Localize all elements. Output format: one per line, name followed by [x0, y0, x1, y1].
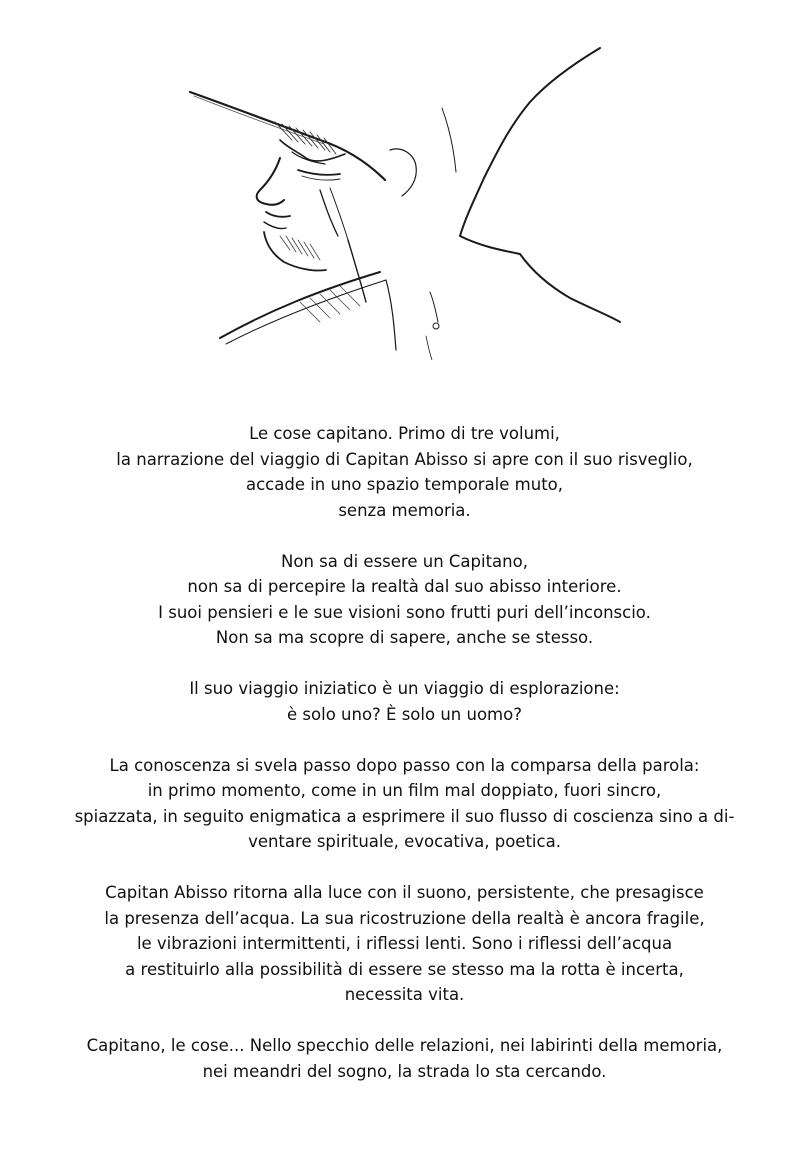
neck-stroke	[348, 240, 366, 302]
text-line: le vibrazioni intermittenti, i riflessi lenti. Sono i riflessi dell’acqua	[136, 934, 673, 953]
text-line: è solo uno? È solo un uomo?	[287, 704, 522, 724]
text-line: a restituirlo alla possibilità di essere se stesso ma la rotta è incerta,	[125, 959, 684, 979]
text-line: non sa di percepire la realtà dal suo abisso interiore.	[187, 577, 622, 596]
hat-brim-stroke	[190, 92, 385, 180]
stanza-4	[60, 753, 749, 855]
eye-stroke	[298, 170, 340, 175]
nose-stroke	[257, 158, 284, 205]
ear-stroke	[390, 149, 416, 196]
text-line: La conoscenza si svela passo dopo passo con la comparsa della parola:	[109, 755, 700, 775]
text-line: Il suo viaggio iniziatico è un viaggio di esplorazione:	[189, 679, 620, 698]
text-line: ventare spirituale, evocativa, poetica.	[248, 832, 561, 851]
text-line: Le cose capitano. Primo di tre volumi,	[249, 424, 560, 443]
shoulder-outline	[460, 48, 620, 322]
sketch-illustration	[180, 40, 640, 360]
stanza-2	[60, 549, 749, 651]
brow-stroke	[280, 140, 345, 161]
text-line: nei meandri del sogno, la strada lo sta cercando.	[202, 1061, 607, 1081]
stanza-3	[60, 676, 749, 727]
mouth-stroke	[266, 212, 290, 217]
jaw-stroke	[264, 232, 326, 271]
text-line: Capitan Abisso ritorna alla luce con il suono, persistente, che presagisce	[105, 883, 704, 902]
text-line: spiazzata, in seguito enigmatica a esprimere il suo flusso di coscienza sino a di-	[74, 806, 735, 826]
stanza-1	[60, 421, 749, 523]
text-line: Capitano, le cose... Nello specchio delle relazioni, nei labirinti della memoria,	[86, 1036, 723, 1055]
text-line: la narrazione del viaggio di Capitan Abisso si apre con il suo risveglio,	[116, 449, 693, 469]
stanza-6	[60, 1033, 749, 1084]
text-line: la presenza dell’acqua. La sua ricostruzione della realtà è ancora fragile,	[104, 908, 705, 928]
text-line: necessita vita.	[344, 985, 465, 1004]
text-line: I suoi pensieri e le sue visioni sono frutti puri dell’inconscio.	[158, 602, 651, 622]
text-line: senza memoria.	[338, 500, 471, 520]
text-line: in primo momento, come in un film mal doppiato, fuori sincro,	[147, 781, 662, 800]
text-line: Non sa di essere un Capitano,	[281, 551, 528, 571]
text-line: accade in uno spazio temporale muto,	[245, 475, 564, 494]
synopsis-text	[60, 421, 749, 1110]
stanza-5	[60, 880, 749, 1008]
collar-stroke	[220, 272, 380, 338]
text-line: Non sa ma scopre di sapere, anche se stesso.	[215, 628, 594, 647]
